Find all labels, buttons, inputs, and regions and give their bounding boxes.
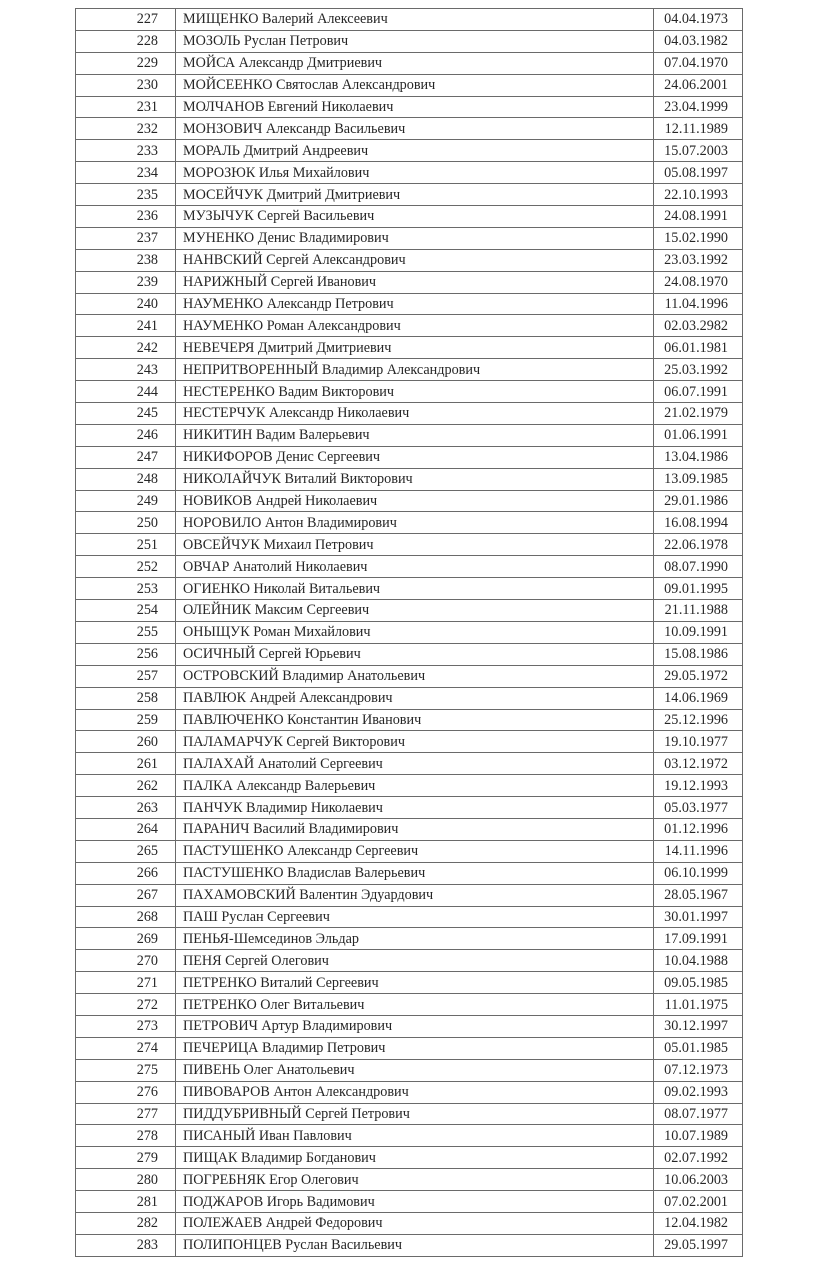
date-of-birth: 07.02.2001 (654, 1191, 743, 1213)
row-number: 233 (76, 140, 176, 162)
row-number: 246 (76, 424, 176, 446)
row-number: 268 (76, 906, 176, 928)
table-row (76, 731, 743, 753)
date-of-birth: 22.10.1993 (654, 184, 743, 206)
table-row (76, 1125, 743, 1147)
date-of-birth: 28.05.1967 (654, 884, 743, 906)
date-of-birth: 03.12.1972 (654, 753, 743, 775)
row-number: 251 (76, 534, 176, 556)
full-name: ПИСАНЫЙ Иван Павлович (176, 1125, 654, 1147)
full-name: НЕСТЕРЧУК Александр Николаевич (176, 403, 654, 425)
table-row (76, 621, 743, 643)
row-number: 277 (76, 1103, 176, 1125)
table-row (76, 1147, 743, 1169)
date-of-birth: 19.10.1977 (654, 731, 743, 753)
full-name: МОЗОЛЬ Руслан Петрович (176, 30, 654, 52)
full-name: НЕСТЕРЕНКО Вадим Викторович (176, 381, 654, 403)
table-row (76, 687, 743, 709)
row-number: 273 (76, 1015, 176, 1037)
date-of-birth: 02.07.1992 (654, 1147, 743, 1169)
full-name: НЕВЕЧЕРЯ Дмитрий Дмитриевич (176, 337, 654, 359)
date-of-birth: 11.04.1996 (654, 293, 743, 315)
full-name: ПОЛИПОНЦЕВ Руслан Васильевич (176, 1234, 654, 1256)
date-of-birth: 11.01.1975 (654, 994, 743, 1016)
full-name: ПАСТУШЕНКО Александр Сергеевич (176, 840, 654, 862)
date-of-birth: 10.09.1991 (654, 621, 743, 643)
row-number: 257 (76, 665, 176, 687)
full-name: ПЕТРЕНКО Виталий Сергеевич (176, 972, 654, 994)
full-name: НОВИКОВ Андрей Николаевич (176, 490, 654, 512)
table-row (76, 600, 743, 622)
full-name: МОСЕЙЧУК Дмитрий Дмитриевич (176, 184, 654, 206)
date-of-birth: 02.03.2982 (654, 315, 743, 337)
full-name: ПИЩАК Владимир Богданович (176, 1147, 654, 1169)
full-name: ПЕЧЕРИЦА Владимир Петрович (176, 1037, 654, 1059)
date-of-birth: 10.06.2003 (654, 1169, 743, 1191)
date-of-birth: 01.12.1996 (654, 818, 743, 840)
full-name: ПАНЧУК Владимир Николаевич (176, 797, 654, 819)
table-row (76, 862, 743, 884)
row-number: 267 (76, 884, 176, 906)
date-of-birth: 04.03.1982 (654, 30, 743, 52)
table-row (76, 9, 743, 31)
date-of-birth: 12.04.1982 (654, 1212, 743, 1234)
table-row (76, 1169, 743, 1191)
table-row (76, 797, 743, 819)
row-number: 242 (76, 337, 176, 359)
date-of-birth: 10.04.1988 (654, 950, 743, 972)
date-of-birth: 09.05.1985 (654, 972, 743, 994)
table-row (76, 446, 743, 468)
date-of-birth: 13.09.1985 (654, 468, 743, 490)
date-of-birth: 08.07.1977 (654, 1103, 743, 1125)
row-number: 232 (76, 118, 176, 140)
date-of-birth: 29.05.1972 (654, 665, 743, 687)
full-name: ПЕНЯ Сергей Олегович (176, 950, 654, 972)
date-of-birth: 24.08.1970 (654, 271, 743, 293)
date-of-birth: 13.04.1986 (654, 446, 743, 468)
table-row (76, 52, 743, 74)
row-number: 270 (76, 950, 176, 972)
date-of-birth: 10.07.1989 (654, 1125, 743, 1147)
full-name: НАРИЖНЫЙ Сергей Иванович (176, 271, 654, 293)
row-number: 239 (76, 271, 176, 293)
row-number: 247 (76, 446, 176, 468)
row-number: 263 (76, 797, 176, 819)
date-of-birth: 09.02.1993 (654, 1081, 743, 1103)
date-of-birth: 25.03.1992 (654, 359, 743, 381)
full-name: МОЙСЕЕНКО Святослав Александрович (176, 74, 654, 96)
full-name: ПАВЛЮЧЕНКО Константин Иванович (176, 709, 654, 731)
row-number: 237 (76, 227, 176, 249)
row-number: 236 (76, 206, 176, 228)
table-row (76, 118, 743, 140)
date-of-birth: 16.08.1994 (654, 512, 743, 534)
full-name: ОГИЕНКО Николай Витальевич (176, 578, 654, 600)
full-name: ПАРАНИЧ Василий Владимирович (176, 818, 654, 840)
date-of-birth: 05.08.1997 (654, 162, 743, 184)
full-name: ПИДДУБРИВНЫЙ Сергей Петрович (176, 1103, 654, 1125)
row-number: 275 (76, 1059, 176, 1081)
full-name: ПОДЖАРОВ Игорь Вадимович (176, 1191, 654, 1213)
row-number: 261 (76, 753, 176, 775)
date-of-birth: 09.01.1995 (654, 578, 743, 600)
full-name: ПАЛАМАРЧУК Сергей Викторович (176, 731, 654, 753)
row-number: 238 (76, 249, 176, 271)
full-name: МОРАЛЬ Дмитрий Андреевич (176, 140, 654, 162)
row-number: 276 (76, 1081, 176, 1103)
table-row (76, 950, 743, 972)
date-of-birth: 30.01.1997 (654, 906, 743, 928)
row-number: 282 (76, 1212, 176, 1234)
full-name: ПАЛАХАЙ Анатолий Сергеевич (176, 753, 654, 775)
date-of-birth: 01.06.1991 (654, 424, 743, 446)
date-of-birth: 07.12.1973 (654, 1059, 743, 1081)
full-name: ОСТРОВСКИЙ Владимир Анатольевич (176, 665, 654, 687)
table-row (76, 753, 743, 775)
full-name: МУНЕНКО Денис Владимирович (176, 227, 654, 249)
table-row (76, 534, 743, 556)
full-name: ПЕНЬЯ-Шемсединов Эльдар (176, 928, 654, 950)
row-number: 278 (76, 1125, 176, 1147)
row-number: 245 (76, 403, 176, 425)
date-of-birth: 30.12.1997 (654, 1015, 743, 1037)
row-number: 260 (76, 731, 176, 753)
table-row (76, 775, 743, 797)
date-of-birth: 19.12.1993 (654, 775, 743, 797)
full-name: ПОГРЕБНЯК Егор Олегович (176, 1169, 654, 1191)
date-of-birth: 04.04.1973 (654, 9, 743, 31)
table-row (76, 206, 743, 228)
full-name: ПЕТРЕНКО Олег Витальевич (176, 994, 654, 1016)
date-of-birth: 08.07.1990 (654, 556, 743, 578)
row-number: 280 (76, 1169, 176, 1191)
date-of-birth: 14.11.1996 (654, 840, 743, 862)
date-of-birth: 22.06.1978 (654, 534, 743, 556)
table-row (76, 1103, 743, 1125)
full-name: НИКИФОРОВ Денис Сергеевич (176, 446, 654, 468)
person-registry-table (75, 8, 743, 1257)
table-row (76, 709, 743, 731)
table-row (76, 96, 743, 118)
row-number: 229 (76, 52, 176, 74)
date-of-birth: 07.04.1970 (654, 52, 743, 74)
row-number: 248 (76, 468, 176, 490)
table-row (76, 906, 743, 928)
table-row (76, 490, 743, 512)
full-name: ОВСЕЙЧУК Михаил Петрович (176, 534, 654, 556)
full-name: НОРОВИЛО Антон Владимирович (176, 512, 654, 534)
full-name: ОВЧАР Анатолий Николаевич (176, 556, 654, 578)
row-number: 272 (76, 994, 176, 1016)
row-number: 250 (76, 512, 176, 534)
table-row (76, 972, 743, 994)
table-row (76, 315, 743, 337)
date-of-birth: 23.03.1992 (654, 249, 743, 271)
date-of-birth: 29.05.1997 (654, 1234, 743, 1256)
row-number: 259 (76, 709, 176, 731)
full-name: НЕПРИТВОРЕННЫЙ Владимир Александрович (176, 359, 654, 381)
row-number: 228 (76, 30, 176, 52)
table-row (76, 1081, 743, 1103)
row-number: 249 (76, 490, 176, 512)
table-row (76, 1212, 743, 1234)
date-of-birth: 05.03.1977 (654, 797, 743, 819)
table-row (76, 293, 743, 315)
full-name: ПИВОВАРОВ Антон Александрович (176, 1081, 654, 1103)
row-number: 266 (76, 862, 176, 884)
table-row (76, 424, 743, 446)
date-of-birth: 05.01.1985 (654, 1037, 743, 1059)
table-row (76, 665, 743, 687)
table-row (76, 840, 743, 862)
table-row (76, 249, 743, 271)
date-of-birth: 23.04.1999 (654, 96, 743, 118)
full-name: ПАСТУШЕНКО Владислав Валерьевич (176, 862, 654, 884)
row-number: 274 (76, 1037, 176, 1059)
table-row (76, 381, 743, 403)
table-row (76, 884, 743, 906)
row-number: 235 (76, 184, 176, 206)
date-of-birth: 24.08.1991 (654, 206, 743, 228)
table-row (76, 1191, 743, 1213)
row-number: 231 (76, 96, 176, 118)
table-row (76, 227, 743, 249)
date-of-birth: 15.02.1990 (654, 227, 743, 249)
date-of-birth: 21.11.1988 (654, 600, 743, 622)
table-row (76, 468, 743, 490)
date-of-birth: 14.06.1969 (654, 687, 743, 709)
date-of-birth: 15.08.1986 (654, 643, 743, 665)
date-of-birth: 24.06.2001 (654, 74, 743, 96)
row-number: 281 (76, 1191, 176, 1213)
table-row (76, 818, 743, 840)
row-number: 253 (76, 578, 176, 600)
full-name: ОЛЕЙНИК Максим Сергеевич (176, 600, 654, 622)
row-number: 254 (76, 600, 176, 622)
registry-table-body (76, 9, 743, 1257)
row-number: 256 (76, 643, 176, 665)
full-name: НАУМЕНКО Александр Петрович (176, 293, 654, 315)
row-number: 255 (76, 621, 176, 643)
table-row (76, 30, 743, 52)
full-name: НАУМЕНКО Роман Александрович (176, 315, 654, 337)
row-number: 271 (76, 972, 176, 994)
full-name: МУЗЫЧУК Сергей Васильевич (176, 206, 654, 228)
table-row (76, 1059, 743, 1081)
table-row (76, 643, 743, 665)
full-name: ПАЛКА Александр Валерьевич (176, 775, 654, 797)
row-number: 283 (76, 1234, 176, 1256)
date-of-birth: 17.09.1991 (654, 928, 743, 950)
row-number: 264 (76, 818, 176, 840)
row-number: 241 (76, 315, 176, 337)
full-name: МОРОЗЮК Илья Михайлович (176, 162, 654, 184)
full-name: МОЛЧАНОВ Евгений Николаевич (176, 96, 654, 118)
table-row (76, 1015, 743, 1037)
table-row (76, 74, 743, 96)
full-name: МИЩЕНКО Валерий Алексеевич (176, 9, 654, 31)
full-name: ПОЛЕЖАЕВ Андрей Федорович (176, 1212, 654, 1234)
date-of-birth: 06.10.1999 (654, 862, 743, 884)
table-row (76, 359, 743, 381)
row-number: 269 (76, 928, 176, 950)
full-name: ПАХАМОВСКИЙ Валентин Эдуардович (176, 884, 654, 906)
table-row (76, 1037, 743, 1059)
table-row (76, 512, 743, 534)
row-number: 279 (76, 1147, 176, 1169)
full-name: НАНВСКИЙ Сергей Александрович (176, 249, 654, 271)
full-name: ПАВЛЮК Андрей Александрович (176, 687, 654, 709)
full-name: ОСИЧНЫЙ Сергей Юрьевич (176, 643, 654, 665)
row-number: 243 (76, 359, 176, 381)
full-name: МОНЗОВИЧ Александр Васильевич (176, 118, 654, 140)
table-row (76, 271, 743, 293)
row-number: 262 (76, 775, 176, 797)
date-of-birth: 15.07.2003 (654, 140, 743, 162)
table-row (76, 578, 743, 600)
table-row (76, 403, 743, 425)
row-number: 258 (76, 687, 176, 709)
row-number: 252 (76, 556, 176, 578)
table-row (76, 1234, 743, 1256)
date-of-birth: 21.02.1979 (654, 403, 743, 425)
date-of-birth: 06.01.1981 (654, 337, 743, 359)
full-name: ПАШ Руслан Сергеевич (176, 906, 654, 928)
full-name: НИКИТИН Вадим Валерьевич (176, 424, 654, 446)
row-number: 227 (76, 9, 176, 31)
date-of-birth: 25.12.1996 (654, 709, 743, 731)
row-number: 234 (76, 162, 176, 184)
full-name: МОЙСА Александр Дмитриевич (176, 52, 654, 74)
row-number: 244 (76, 381, 176, 403)
table-row (76, 337, 743, 359)
table-row (76, 184, 743, 206)
full-name: ПЕТРОВИЧ Артур Владимирович (176, 1015, 654, 1037)
date-of-birth: 06.07.1991 (654, 381, 743, 403)
full-name: НИКОЛАЙЧУК Виталий Викторович (176, 468, 654, 490)
date-of-birth: 12.11.1989 (654, 118, 743, 140)
row-number: 265 (76, 840, 176, 862)
table-row (76, 928, 743, 950)
full-name: ОНЫЩУК Роман Михайлович (176, 621, 654, 643)
table-row (76, 994, 743, 1016)
table-row (76, 140, 743, 162)
table-row (76, 162, 743, 184)
row-number: 230 (76, 74, 176, 96)
table-row (76, 556, 743, 578)
full-name: ПИВЕНЬ Олег Анатольевич (176, 1059, 654, 1081)
row-number: 240 (76, 293, 176, 315)
date-of-birth: 29.01.1986 (654, 490, 743, 512)
